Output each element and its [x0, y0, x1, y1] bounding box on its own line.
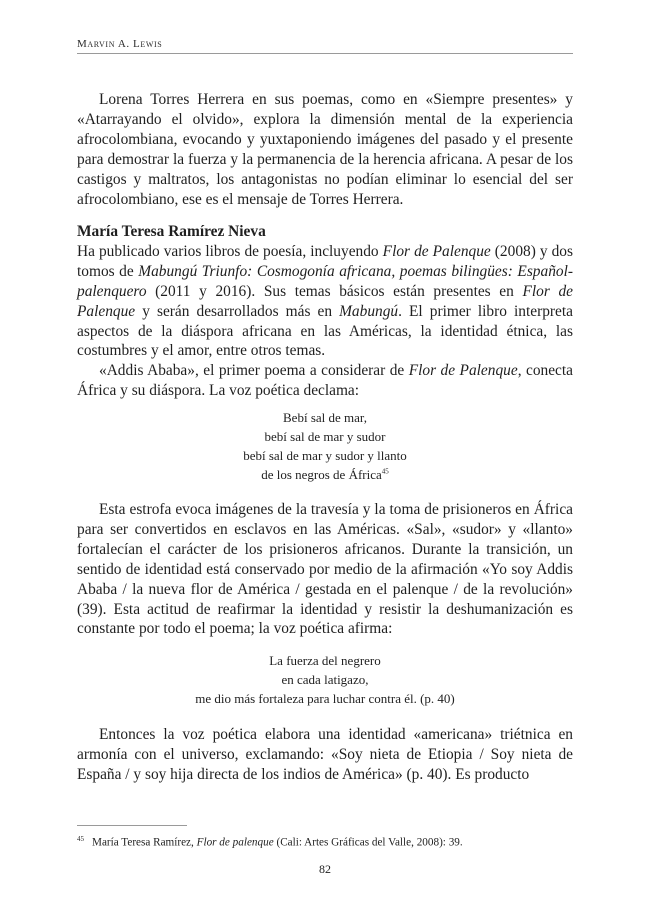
paragraph-estrofa: Esta estrofa evoca imágenes de la travesía y la toma de prisioneros en África para ser convertidos en esclavos en las Américas. «Sal», «sudor» y «llanto» fortalecían el carácter de los prisioneros africanos. Durante la transición, un sentido de identidad está conservado por medio de la afirmación «Yo soy Addis Ababa / la nueva flor de América / gestada en el palenque / de la revolución» (39). Esta actitud de reafirmar la identidad y resistir la deshumanización es constante por todo el poema; la voz poética afirma:: [77, 501, 573, 638]
section-heading: María Teresa Ramírez Nieva: [77, 223, 266, 240]
footnote-number: 45: [77, 835, 84, 843]
paragraph-identidad: Entonces la voz poética elabora una identidad «americana» triétnica en armonía con el universo, exclamando: «Soy nieta de Etiopia / Soy nieta de España / y soy hija directa de los indios de América» (p. 40). Es producto: [77, 726, 573, 783]
verse-line: bebí sal de mar y sudor: [264, 429, 386, 444]
verse-line: Bebí sal de mar,: [283, 410, 367, 425]
footnote-divider: [77, 825, 187, 826]
paragraph-addis-ababa: «Addis Ababa», el primer poema a considerar de Flor de Palenque, conecta África y su diáspora. La voz poética declama:: [77, 362, 573, 400]
paragraph-publications: Ha publicado varios libros de poesía, incluyendo Flor de Palenque (2008) y dos tomos de Mabungú Triunfo: Cosmogonía africana, poemas bilingües: Español-palenquero (2011 y 2016). Sus temas básicos están presentes en Flor de Palenque y serán desarrollados más en Mabungú. El primer libro interpreta aspectos de la diáspora africana en las Américas, la identidad étnica, las costumbres y el amor, entre otros temas.: [77, 242, 573, 360]
running-head: Marvin A. Lewis: [77, 38, 573, 54]
verse-line: bebí sal de mar y sudor y llanto: [243, 448, 407, 463]
verse-line: en cada latigazo,: [281, 672, 369, 687]
section-ramirez-nieva: [77, 222, 573, 401]
footnote-ref[interactable]: 45: [381, 467, 389, 476]
page-number: 82: [319, 862, 331, 876]
verse-quote-1: [77, 408, 573, 484]
verse-line: de los negros de África$^{45}$: [261, 467, 389, 482]
footnote: $^{45}$ María Teresa Ramírez, Flor de palenque (Cali: Artes Gráficas del Valle, 2008): 39.: [77, 835, 463, 849]
paragraph-torres-herrera: Lorena Torres Herrera en sus poemas, como en «Siempre presentes» y «Atarrayando el olvido», explora la dimensión mental de la experiencia afrocolombiana, evocando y yuxtaponiendo imágenes del pasado y el presente para demostrar la fuerza y la permanencia de la herencia africana. A pesar de los castigos y maltratos, los antagonistas no podían eliminar lo esencial del ser afrocolombiano, ese es el mensaje de Torres Herrera.: [77, 91, 573, 208]
verse-quote-2: [77, 651, 573, 708]
verse-line: me dio más fortaleza para luchar contra él. (p. 40): [195, 691, 455, 706]
verse-line: La fuerza del negrero: [269, 653, 381, 668]
